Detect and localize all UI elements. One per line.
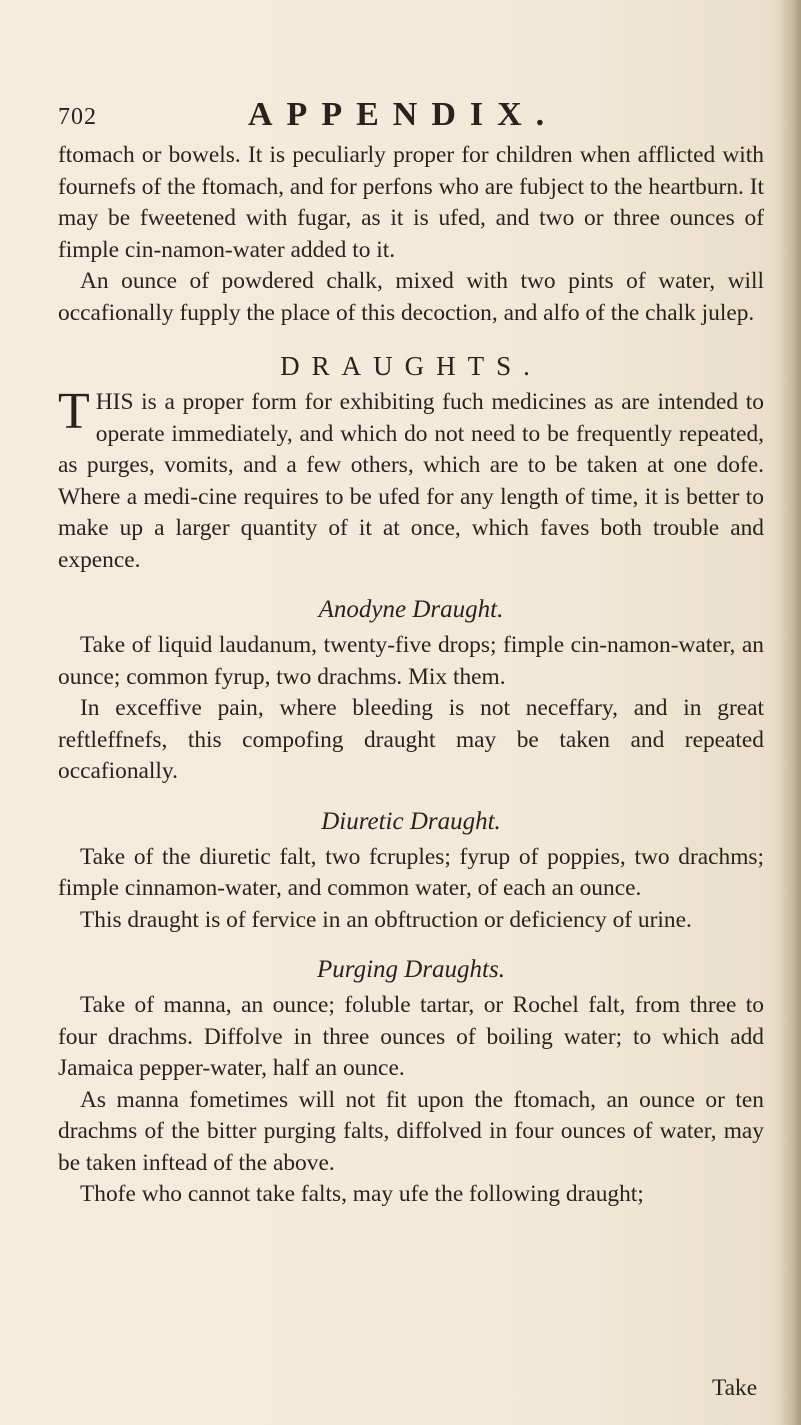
heading-anodyne-draught: Anodyne Draught. — [318, 596, 504, 623]
section-title-draughts: DRAUGHTS. — [280, 351, 542, 381]
anodyne-usage: In exceffive pain, where bleeding is not neceffary, and in great reftleffnefs, this compofing draught may be taken and repeated occafionally. — [58, 695, 764, 784]
purging-recipe: Take of manna, an ounce; foluble tartar, or Rochel falt, from three to four drachms. Diffolve in three ounces of boiling water; to which add Jamaica pepper-water, half an ounce. — [58, 992, 764, 1081]
page-edge-shadow — [779, 0, 801, 1425]
body-text — [58, 140, 764, 1211]
drop-cap: T — [58, 383, 90, 440]
diuretic-usage: This draught is of fervice in an obftruction or deficiency of urine. — [80, 906, 692, 933]
intro-paragraph-2: An ounce of powdered chalk, mixed with two pints of water, will occafionally fupply the place of this decoction, and alfo of the chalk julep. — [58, 268, 764, 326]
purging-note: Thofe who cannot take falts, may ufe the following draught; — [80, 1181, 644, 1207]
page-header — [58, 96, 758, 136]
catchword: Take — [712, 1375, 758, 1401]
anodyne-recipe: Take of liquid laudanum, twenty-five drops; fimple cin-namon-water, an ounce; common fyrup, two drachms. Mix them. — [58, 632, 764, 690]
section-intro-text: HIS is a proper form for exhibiting fuch medicines as are intended to operate immediately, and which do not need to be frequently repeated, as purges, vomits, and a few others, which are to be taken at one dofe. Where a medi-cine requires to be ufed for any length of time, it is better to make up a larger quantity of it at once, which faves both trouble and expence. — [58, 389, 764, 573]
diuretic-recipe: Take of the diuretic falt, two fcruples; fyrup of poppies, two drachms; fimple cinnamon-water, and common water, of each an ounce. — [58, 843, 764, 901]
purging-alternative: As manna fometimes will not fit upon the ftomach, an ounce or ten drachms of the bitter purging falts, diffolved in four ounces of water, may be taken inftead of the above. — [58, 1086, 764, 1176]
intro-paragraph-1: ftomach or bowels. It is peculiarly proper for children when afflicted with fournefs of the ftomach, and for perfons who are fubject to the heartburn. It may be fweetened with fugar, as it is ufed, and two or three ounces of fimple cin-namon-water added to it. — [58, 142, 765, 263]
page-number: 702 — [58, 104, 97, 130]
heading-diuretic-draught: Diuretic Draught. — [321, 807, 501, 835]
heading-purging-draughts: Purging Draughts. — [317, 956, 505, 983]
section-intro-paragraph — [58, 383, 764, 576]
running-head: APPENDIX. — [248, 96, 559, 133]
